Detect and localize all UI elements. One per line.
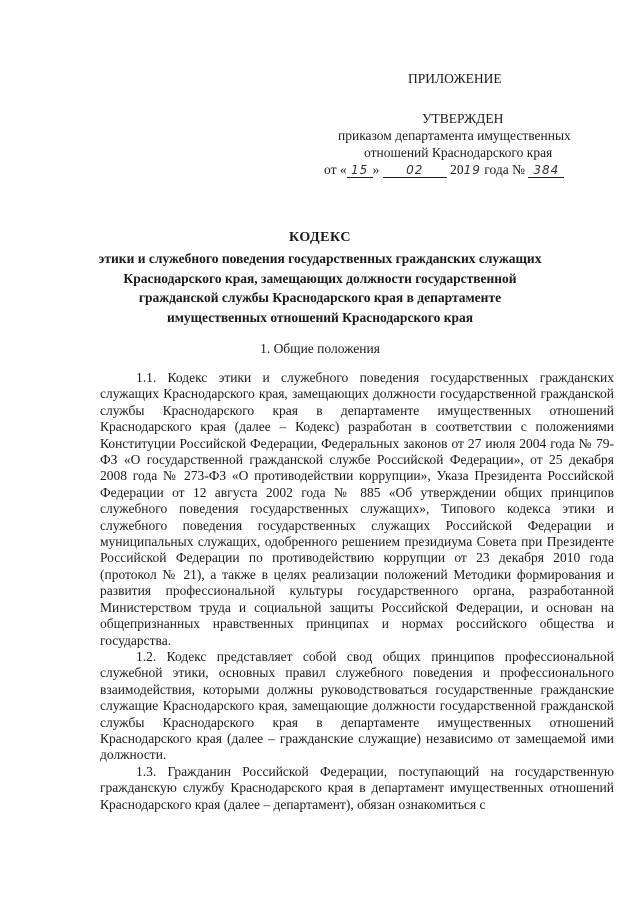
document-title: КОДЕКС <box>289 230 351 245</box>
handwritten-number: 384 <box>528 163 564 178</box>
order-date-line <box>324 161 564 179</box>
subtitle-line-1: этики и служебного поведения государственных гражданских служащих <box>98 251 542 266</box>
paragraph-1-2: 1.2. Кодекс представляет собой свод общих принципов профессиональной служебной этики, основных правил служебного поведения и профессионального взаимодействия, которыми должны руководствоваться государственные гражданские служащие Краснодарского края, замещающие должности государственной гражданской службы Краснодарского края в департаменте имущественных отношений Краснодарского края (далее – гражданские служащие) независимо от замещаемой ими должности. <box>100 648 614 763</box>
appendix-label: ПРИЛОЖЕНИЕ <box>408 71 502 86</box>
approved-label: УТВЕРЖДЕН <box>422 111 504 126</box>
section-heading: 1. Общие положения <box>260 341 380 356</box>
date-day-close: » <box>372 162 380 177</box>
date-prefix: от « <box>324 162 347 177</box>
year-word: года № <box>484 162 525 177</box>
order-line-2: отношений Краснодарского края <box>364 145 553 160</box>
subtitle-line-3: гражданской службы Краснодарского края в департаменте <box>138 290 502 305</box>
subtitle-line-2: Краснодарского края, замещающих должности государственной <box>123 270 517 286</box>
handwritten-month: 02 <box>383 163 447 178</box>
order-line-1: приказом департамента имущественных <box>338 128 571 143</box>
subtitle-line-4: имущественных отношений Краснодарского края <box>166 309 474 325</box>
paragraph-1-3: 1.3. Гражданин Российской Федерации, поступающий на государственную гражданскую службу Краснодарского края в департамент имущественных отношений Краснодарского края (далее – департамент), обязан ознакомиться с <box>100 763 614 812</box>
handwritten-day: 15 <box>347 163 373 178</box>
paragraph-1-1: 1.1. Кодекс этики и служебного поведения государственных гражданских служащих Краснодарского края, замещающих должности государственной гражданской службы Краснодарского края в департаменте имущественных отношений Краснодарского края (далее – Кодекс) разработан в соответствии с положениями Конституции Российской Федерации, Федеральных законов от 27 июля 2004 года № 79-ФЗ «О государственной гражданской службе Российской Федерации», от 25 декабря 2008 года № 273-ФЗ «О противодействии коррупции», Указа Президента Российской Федерации от 12 августа 2002 года № 885 «Об утверждении общих принципов служебного поведения государственных служащих», Типового кодекса этики и служебного поведения государственных служащих Российской Федерации и муниципальных служащих, одобренного решением президиума Совета при Президенте Российской Федерации по противодействию коррупции от 23 декабря 2010 года (протокол № 21), а также в целях реализации положений Методики формирования и развития профессиональной культуры государственного органа, разработанной Министерством труда и социальной защиты Российской Федерации, и основан на общепризнанных нравственных принципах и нормах российского общества и государства. <box>100 370 614 648</box>
year-prefix: 20 <box>450 162 464 177</box>
handwritten-year: 19 <box>463 163 481 177</box>
document-subtitle <box>60 249 580 327</box>
document-body <box>100 370 614 813</box>
